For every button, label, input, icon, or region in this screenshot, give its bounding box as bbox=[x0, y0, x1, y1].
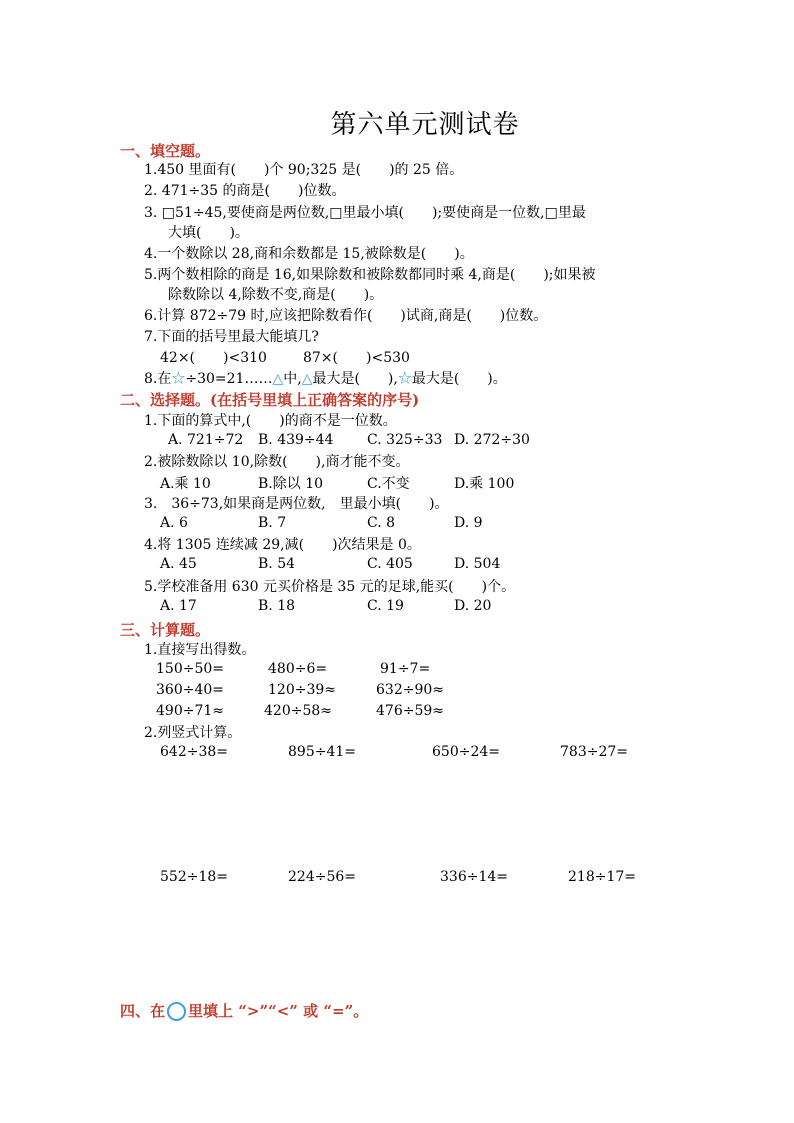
fill-question-8-end: 最大是( )。 bbox=[411, 371, 507, 387]
fill-question-7b: 87×( )<530 bbox=[303, 350, 410, 366]
vertical-calc-item: 895÷41= bbox=[288, 744, 356, 760]
direct-calc-item: 420÷58≈ bbox=[264, 703, 332, 719]
direct-calc-item: 490÷71≈ bbox=[156, 703, 224, 719]
section-4-text: 里填上 bbox=[188, 1002, 234, 1020]
choice-3-option-c: C. 8 bbox=[367, 515, 396, 531]
section-heading-choice: 二、选择题。(在括号里填上正确答案的序号) bbox=[120, 391, 420, 409]
vertical-calc-item: 642÷38= bbox=[160, 744, 228, 760]
fill-question-7a: 42×( )<310 bbox=[160, 350, 267, 366]
vertical-calc-item: 783÷27= bbox=[560, 744, 628, 760]
choice-1-option-a: A. 721÷72 bbox=[168, 432, 244, 448]
choice-question-4: 4.将 1305 连续减 29,减( )次结果是 0。 bbox=[144, 537, 421, 553]
fill-question-5-line2: 除数除以 4,除数不变,商是( )。 bbox=[168, 287, 384, 303]
choice-question-1: 1.下面的算式中,( )的商不是一位数。 bbox=[144, 413, 397, 429]
choice-4-option-d: D. 504 bbox=[454, 556, 501, 572]
fill-question-7: 7.下面的括号里最大能填几? bbox=[144, 329, 319, 345]
fill-question-8-eq: ÷30=21…… bbox=[185, 371, 273, 387]
section-heading-fill: 一、填空题。 bbox=[120, 142, 211, 160]
fill-question-3-line1: 3. □51÷45,要使商是两位数,□里最小填( );要使商是一位数,□里最 bbox=[144, 205, 586, 221]
fill-question-8-mid: 中, bbox=[283, 371, 302, 387]
calc-subheading-direct: 1.直接写出得数。 bbox=[144, 642, 256, 658]
choice-4-option-b: B. 54 bbox=[258, 556, 296, 572]
choice-3-option-d: D. 9 bbox=[454, 515, 483, 531]
section-heading-compare bbox=[120, 1000, 368, 1021]
section-4-or: 或 bbox=[303, 1002, 319, 1020]
choice-2-option-d: D.乘 100 bbox=[454, 476, 515, 492]
vertical-calc-item: 650÷24= bbox=[432, 744, 500, 760]
section-4-symbols: “>”“<” bbox=[238, 1002, 298, 1020]
choice-5-option-d: D. 20 bbox=[454, 598, 492, 614]
fill-question-5-line1: 5.两个数相除的商是 16,如果除数和被除数都同时乘 4,商是( );如果被 bbox=[144, 267, 596, 283]
choice-5-option-b: B. 18 bbox=[258, 598, 296, 614]
choice-3-option-b: B. 7 bbox=[258, 515, 287, 531]
star-icon: ☆ bbox=[397, 371, 412, 387]
direct-calc-item: 150÷50= bbox=[156, 661, 224, 677]
vertical-calc-item: 224÷56= bbox=[288, 869, 356, 885]
choice-2-option-c: C.不变 bbox=[367, 476, 410, 492]
choice-question-5: 5.学校准备用 630 元买价格是 35 元的足球,能买( )个。 bbox=[144, 579, 516, 595]
direct-calc-item: 91÷7= bbox=[380, 661, 431, 677]
section-heading-calc: 三、计算题。 bbox=[120, 621, 211, 639]
fill-question-2: 2. 471÷35 的商是( )位数。 bbox=[144, 183, 346, 199]
direct-calc-item: 476÷59≈ bbox=[376, 703, 444, 719]
choice-2-option-b: B.除以 10 bbox=[258, 476, 324, 492]
choice-4-option-c: C. 405 bbox=[367, 556, 413, 572]
choice-3-option-a: A. 6 bbox=[160, 515, 188, 531]
choice-1-option-b: B. 439÷44 bbox=[258, 432, 334, 448]
direct-calc-item: 480÷6= bbox=[268, 661, 328, 677]
choice-4-option-a: A. 45 bbox=[160, 556, 197, 572]
section-4-label: 四、在 bbox=[120, 1002, 166, 1020]
direct-calc-item: 632÷90≈ bbox=[376, 682, 444, 698]
choice-1-option-d: D. 272÷30 bbox=[454, 432, 530, 448]
fill-question-4: 4.一个数除以 28,商和余数都是 15,被除数是( )。 bbox=[144, 246, 474, 262]
choice-question-2: 2.被除数除以 10,除数( ),商才能不变。 bbox=[144, 454, 410, 470]
triangle-icon: △ bbox=[301, 371, 313, 387]
vertical-calc-item: 336÷14= bbox=[440, 869, 508, 885]
fill-question-8 bbox=[144, 369, 507, 389]
choice-5-option-c: C. 19 bbox=[367, 598, 404, 614]
choice-1-option-c: C. 325÷33 bbox=[367, 432, 443, 448]
fill-question-6: 6.计算 872÷79 时,应该把除数看作( )试商,商是( )位数。 bbox=[144, 308, 548, 324]
choice-5-option-a: A. 17 bbox=[160, 598, 197, 614]
circle-icon bbox=[167, 1002, 186, 1021]
section-4-equals: “=”。 bbox=[323, 1002, 369, 1020]
vertical-calc-item: 218÷17= bbox=[568, 869, 636, 885]
direct-calc-item: 120÷39≈ bbox=[268, 682, 336, 698]
fill-question-3-line2: 大填( )。 bbox=[168, 225, 249, 241]
page-title: 第六单元测试卷 bbox=[330, 110, 520, 140]
choice-2-option-a: A.乘 10 bbox=[160, 476, 211, 492]
fill-question-8-mid3: 最大是( ), bbox=[312, 371, 398, 387]
fill-question-1: 1.450 里面有( )个 90;325 是( )的 25 倍。 bbox=[144, 162, 464, 178]
fill-question-8-prefix: 8.在 bbox=[144, 371, 172, 387]
choice-question-3: 3. 36÷73,如果商是两位数, 里最小填( )。 bbox=[144, 496, 449, 512]
star-icon: ☆ bbox=[171, 371, 186, 387]
calc-subheading-vertical: 2.列竖式计算。 bbox=[144, 725, 242, 741]
vertical-calc-item: 552÷18= bbox=[160, 869, 228, 885]
triangle-icon: △ bbox=[272, 371, 284, 387]
direct-calc-item: 360÷40= bbox=[156, 682, 224, 698]
